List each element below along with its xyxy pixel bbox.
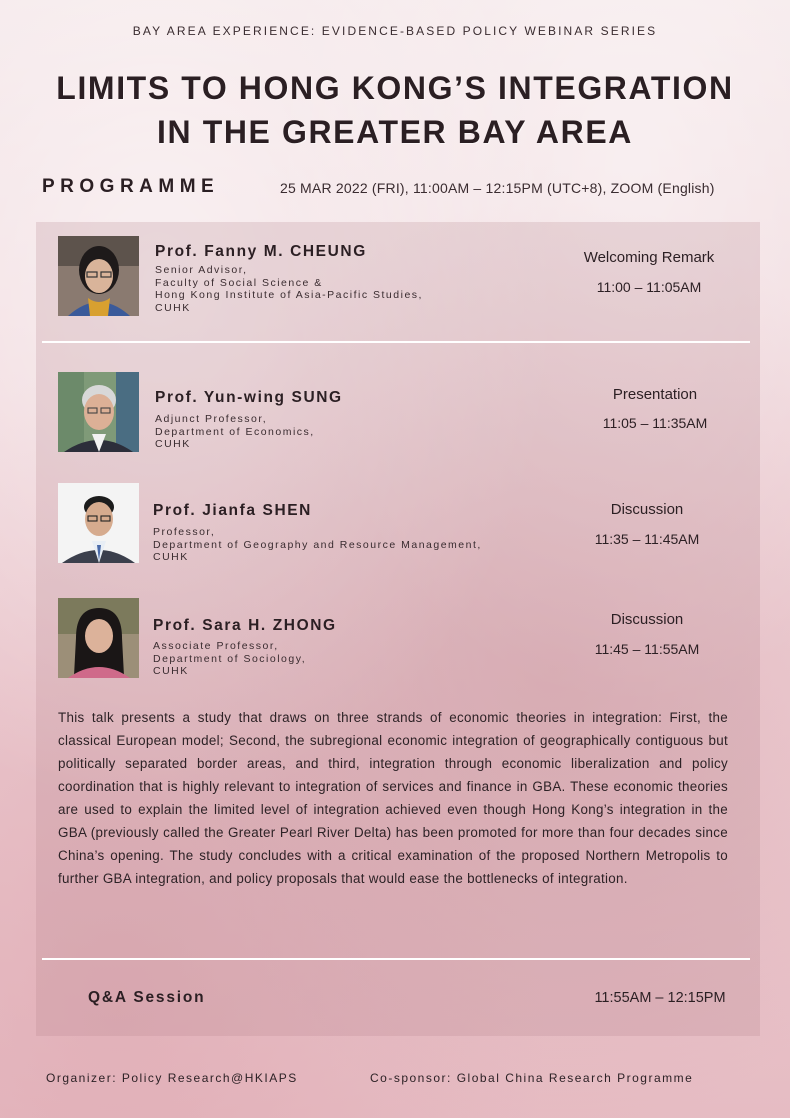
speaker-name: Prof. Sara H. ZHONG xyxy=(153,617,337,634)
speaker-affiliation: Associate Professor, Department of Sociology, CUHK xyxy=(153,640,307,677)
speaker-role: Welcoming Remark xyxy=(583,249,715,266)
cosponsor-text: Co-sponsor: Global China Research Programme xyxy=(370,1071,694,1085)
programme-label: PROGRAMME xyxy=(42,176,220,197)
organizer-text: Organizer: Policy Research@HKIAPS xyxy=(46,1071,298,1085)
speaker-photo-cheung xyxy=(58,236,139,316)
series-title: BAY AREA EXPERIENCE: EVIDENCE-BASED POLICY WEBINAR SERIES xyxy=(132,24,658,38)
speaker-name: Prof. Fanny M. CHEUNG xyxy=(155,243,367,260)
speaker-role: Discussion xyxy=(610,501,684,518)
section-divider xyxy=(42,958,750,960)
speaker-role: Discussion xyxy=(610,611,684,628)
title-line-2: IN THE GREATER BAY AREA xyxy=(157,114,633,150)
speaker-affiliation: Adjunct Professor, Department of Economics, CUHK xyxy=(155,413,315,450)
speaker-name: Prof. Jianfa SHEN xyxy=(153,502,312,519)
speaker-time: 11:00 – 11:05AM xyxy=(596,279,702,295)
speaker-time: 11:05 – 11:35AM xyxy=(602,415,708,431)
qa-session-time: 11:55AM – 12:15PM xyxy=(594,990,726,1006)
event-info: 25 MAR 2022 (FRI), 11:00AM – 12:15PM (UTC+8), ZOOM (English) xyxy=(280,180,715,196)
speaker-time: 11:45 – 11:55AM xyxy=(594,641,700,657)
section-divider xyxy=(42,341,750,343)
speaker-time: 11:35 – 11:45AM xyxy=(594,531,700,547)
talk-abstract: This talk presents a study that draws on three strands of economic theories in integration: First, the classical European model; Second, the subregional economic integration of geographically contiguous but politically separated border areas, and third, integration through economic liberalization and policy coordination that is highly relevant to integration of services and finance in GBA. These economic theories are used to explain the limited level of integration achieved even though Hong Kong’s integration in the GBA (previously called the Greater Pearl River Delta) has been promoted for more than four decades since China’s opening. The study concludes with a critical examination of the proposed Northern Metropolis to further GBA integration, and policy proposals that would ease the bottlenecks of integration. xyxy=(58,710,728,886)
speaker-role: Presentation xyxy=(612,386,698,403)
qa-session-label: Q&A Session xyxy=(88,989,206,1006)
programme-panel xyxy=(36,222,760,1036)
speaker-name: Prof. Yun-wing SUNG xyxy=(155,389,343,406)
speaker-photo-zhong xyxy=(58,598,139,678)
speaker-affiliation: Professor, Department of Geography and Resource Management, CUHK xyxy=(153,526,482,563)
speaker-affiliation: Senior Advisor, Faculty of Social Science & Hong Kong Institute of Asia-Pacific Studies, CUHK xyxy=(155,264,423,314)
speaker-photo-sung xyxy=(58,372,139,452)
page-title xyxy=(0,66,790,154)
speaker-photo-shen xyxy=(58,483,139,563)
title-line-1: LIMITS TO HONG KONG’S INTEGRATION xyxy=(56,70,734,106)
